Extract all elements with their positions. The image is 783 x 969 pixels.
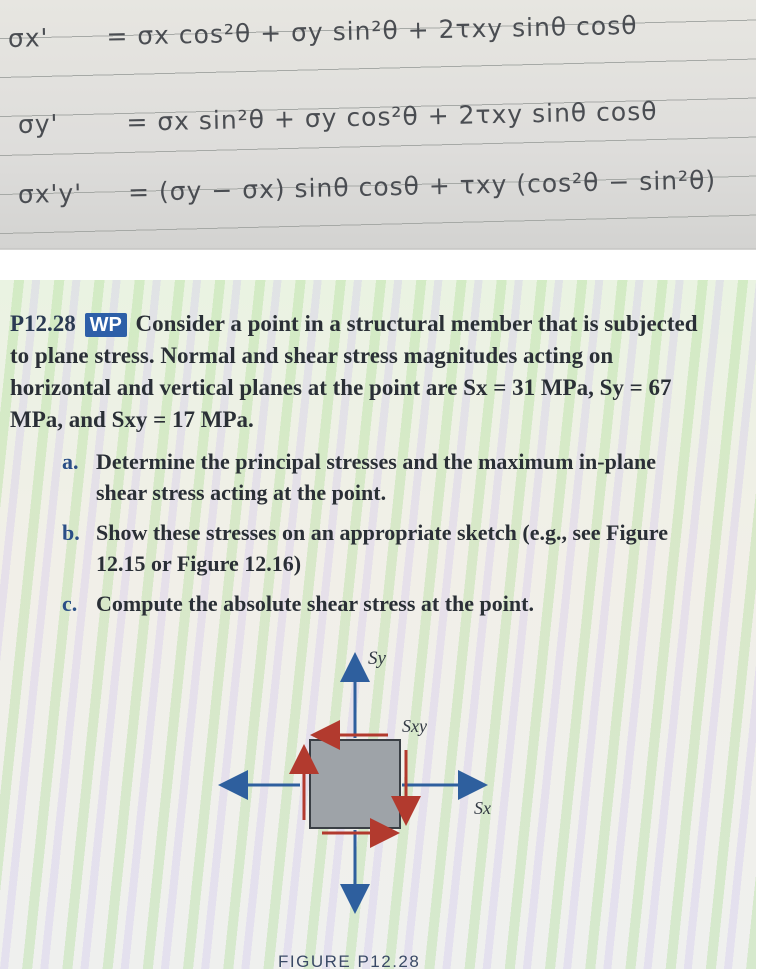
item-label: c. xyxy=(62,591,78,616)
figure-caption: FIGURE P12.28 xyxy=(278,952,421,969)
note-line-3 xyxy=(18,165,717,209)
sx-label: Sx xyxy=(474,798,491,818)
item-label: b. xyxy=(62,520,80,545)
item-text: Determine the principal stresses and the maximum in-plane shear stress acting at the point. xyxy=(96,449,656,505)
item-text: Compute the absolute shear stress at the point. xyxy=(96,591,534,616)
problem-number: P12.28 xyxy=(10,311,76,336)
note-line-2 xyxy=(18,97,658,139)
note-line-1 xyxy=(8,11,638,53)
note-line-2-lhs: σy' xyxy=(17,109,59,139)
note-line-1-rhs: = σx cos²θ + σy sin²θ + 2τxy sinθ cosθ xyxy=(106,10,638,51)
stress-element xyxy=(310,740,400,828)
stress-element-figure xyxy=(0,280,756,969)
sxy-label: Sxy xyxy=(402,716,427,736)
handwritten-notes xyxy=(0,0,756,250)
problem-text: Consider a point in a structural member that is subjected to plane stress. Normal and shear stress magnitudes acting on horizontal and vertical planes at the point are Sx = 31 MPa, Sy = 67 MPa, and Sxy = 17 MPa. xyxy=(10,311,698,432)
note-line-3-rhs: = (σy − σx) sinθ cosθ + τxy (cos²θ − sin²θ) xyxy=(127,165,717,207)
item-label: a. xyxy=(62,449,79,474)
note-line-2-rhs: = σx sin²θ + σy cos²θ + 2τxy sinθ cosθ xyxy=(126,96,658,137)
textbook-page xyxy=(0,280,756,969)
wp-badge: WP xyxy=(85,313,127,337)
note-line-1-lhs: σx' xyxy=(7,23,49,53)
sy-label: Sy xyxy=(368,648,386,669)
note-line-3-lhs: σx'y' xyxy=(17,178,83,209)
item-text: Show these stresses on an appropriate sketch (e.g., see Figure 12.15 or Figure 12.16) xyxy=(96,520,668,576)
page-edge xyxy=(0,248,756,249)
